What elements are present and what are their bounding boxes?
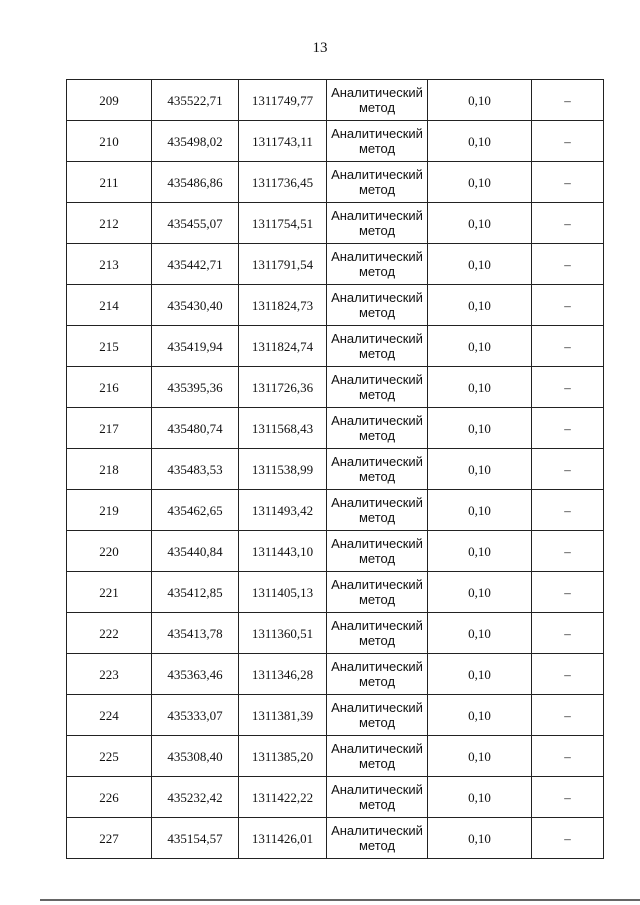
y-coordinate-cell: 1311346,28 <box>239 654 327 695</box>
method-cell <box>327 531 428 572</box>
table-row <box>67 121 604 162</box>
table-row <box>67 367 604 408</box>
method-cell <box>327 80 428 121</box>
point-number-cell: 227 <box>67 818 152 859</box>
method-label-line2: метод <box>358 756 396 771</box>
dash-cell: – <box>532 244 604 285</box>
x-coordinate-cell: 435232,42 <box>152 777 239 818</box>
x-coordinate-cell: 435419,94 <box>152 326 239 367</box>
x-coordinate-cell: 435395,36 <box>152 367 239 408</box>
y-coordinate-cell: 1311749,77 <box>239 80 327 121</box>
method-label-line1: Аналитический <box>331 659 423 674</box>
method-label-line1: Аналитический <box>331 823 423 838</box>
x-coordinate-cell: 435430,40 <box>152 285 239 326</box>
point-number-cell: 218 <box>67 449 152 490</box>
dash-cell: – <box>532 613 604 654</box>
table-row <box>67 490 604 531</box>
method-label-line1: Аналитический <box>331 331 423 346</box>
y-coordinate-cell: 1311568,43 <box>239 408 327 449</box>
method-label-line2: метод <box>358 305 396 320</box>
y-coordinate-cell: 1311791,54 <box>239 244 327 285</box>
x-coordinate-cell: 435462,65 <box>152 490 239 531</box>
accuracy-cell: 0,10 <box>428 613 532 654</box>
method-label-line2: метод <box>358 838 396 853</box>
method-cell <box>327 695 428 736</box>
method-label-line2: метод <box>358 182 396 197</box>
method-label-line1: Аналитический <box>331 577 423 592</box>
method-label-line2: метод <box>358 510 396 525</box>
method-label-line2: метод <box>358 551 396 566</box>
accuracy-cell: 0,10 <box>428 285 532 326</box>
dash-cell: – <box>532 818 604 859</box>
point-number-cell: 209 <box>67 80 152 121</box>
method-label-line1: Аналитический <box>331 741 423 756</box>
y-coordinate-cell: 1311538,99 <box>239 449 327 490</box>
accuracy-cell: 0,10 <box>428 244 532 285</box>
accuracy-cell: 0,10 <box>428 572 532 613</box>
method-cell <box>327 408 428 449</box>
point-number-cell: 222 <box>67 613 152 654</box>
method-cell <box>327 244 428 285</box>
method-label-line1: Аналитический <box>331 536 423 551</box>
table-row <box>67 654 604 695</box>
method-label-line1: Аналитический <box>331 126 423 141</box>
y-coordinate-cell: 1311493,42 <box>239 490 327 531</box>
table-row <box>67 818 604 859</box>
accuracy-cell: 0,10 <box>428 818 532 859</box>
method-cell <box>327 613 428 654</box>
method-cell <box>327 449 428 490</box>
method-cell <box>327 654 428 695</box>
accuracy-cell: 0,10 <box>428 654 532 695</box>
dash-cell: – <box>532 162 604 203</box>
point-number-cell: 225 <box>67 736 152 777</box>
y-coordinate-cell: 1311385,20 <box>239 736 327 777</box>
table-row <box>67 162 604 203</box>
table-row <box>67 695 604 736</box>
accuracy-cell: 0,10 <box>428 490 532 531</box>
y-coordinate-cell: 1311736,45 <box>239 162 327 203</box>
method-cell <box>327 326 428 367</box>
method-label-line2: метод <box>358 100 396 115</box>
y-coordinate-cell: 1311824,74 <box>239 326 327 367</box>
x-coordinate-cell: 435412,85 <box>152 572 239 613</box>
accuracy-cell: 0,10 <box>428 367 532 408</box>
method-cell <box>327 367 428 408</box>
point-number-cell: 215 <box>67 326 152 367</box>
accuracy-cell: 0,10 <box>428 203 532 244</box>
method-label-line1: Аналитический <box>331 249 423 264</box>
x-coordinate-cell: 435498,02 <box>152 121 239 162</box>
page-number: 13 <box>312 40 328 56</box>
point-number-cell: 220 <box>67 531 152 572</box>
method-cell <box>327 736 428 777</box>
point-number-cell: 217 <box>67 408 152 449</box>
accuracy-cell: 0,10 <box>428 326 532 367</box>
method-label-line2: метод <box>358 264 396 279</box>
y-coordinate-cell: 1311426,01 <box>239 818 327 859</box>
method-cell <box>327 818 428 859</box>
method-label-line2: метод <box>358 715 396 730</box>
accuracy-cell: 0,10 <box>428 449 532 490</box>
point-number-cell: 216 <box>67 367 152 408</box>
point-number-cell: 214 <box>67 285 152 326</box>
point-number-cell: 219 <box>67 490 152 531</box>
method-cell <box>327 572 428 613</box>
method-label-line2: метод <box>358 387 396 402</box>
y-coordinate-cell: 1311443,10 <box>239 531 327 572</box>
x-coordinate-cell: 435363,46 <box>152 654 239 695</box>
method-label-line1: Аналитический <box>331 495 423 510</box>
y-coordinate-cell: 1311824,73 <box>239 285 327 326</box>
method-cell <box>327 203 428 244</box>
dash-cell: – <box>532 736 604 777</box>
point-number-cell: 212 <box>67 203 152 244</box>
point-number-cell: 223 <box>67 654 152 695</box>
method-cell <box>327 285 428 326</box>
x-coordinate-cell: 435413,78 <box>152 613 239 654</box>
y-coordinate-cell: 1311743,11 <box>239 121 327 162</box>
point-number-cell: 210 <box>67 121 152 162</box>
method-label-line1: Аналитический <box>331 700 423 715</box>
dash-cell: – <box>532 285 604 326</box>
dash-cell: – <box>532 408 604 449</box>
method-cell <box>327 162 428 203</box>
coordinates-table <box>66 79 604 859</box>
x-coordinate-cell: 435480,74 <box>152 408 239 449</box>
table-row <box>67 449 604 490</box>
method-label-line2: метод <box>358 592 396 607</box>
x-coordinate-cell: 435522,71 <box>152 80 239 121</box>
y-coordinate-cell: 1311754,51 <box>239 203 327 244</box>
dash-cell: – <box>532 367 604 408</box>
point-number-cell: 211 <box>67 162 152 203</box>
dash-cell: – <box>532 572 604 613</box>
accuracy-cell: 0,10 <box>428 408 532 449</box>
method-label-line2: метод <box>358 428 396 443</box>
table-row <box>67 326 604 367</box>
table-row <box>67 572 604 613</box>
method-label-line2: метод <box>358 469 396 484</box>
page-bottom-edge <box>40 899 640 901</box>
method-label-line1: Аналитический <box>331 208 423 223</box>
method-cell <box>327 121 428 162</box>
x-coordinate-cell: 435442,71 <box>152 244 239 285</box>
method-label-line1: Аналитический <box>331 290 423 305</box>
accuracy-cell: 0,10 <box>428 121 532 162</box>
accuracy-cell: 0,10 <box>428 736 532 777</box>
dash-cell: – <box>532 80 604 121</box>
table-row <box>67 203 604 244</box>
table-row <box>67 408 604 449</box>
table-row <box>67 531 604 572</box>
table-row <box>67 613 604 654</box>
point-number-cell: 213 <box>67 244 152 285</box>
dash-cell: – <box>532 203 604 244</box>
method-label-line2: метод <box>358 141 396 156</box>
method-cell <box>327 490 428 531</box>
dash-cell: – <box>532 654 604 695</box>
dash-cell: – <box>532 326 604 367</box>
method-label-line1: Аналитический <box>331 167 423 182</box>
dash-cell: – <box>532 121 604 162</box>
table-row <box>67 285 604 326</box>
method-label-line1: Аналитический <box>331 782 423 797</box>
accuracy-cell: 0,10 <box>428 777 532 818</box>
method-label-line2: метод <box>358 797 396 812</box>
coordinates-table-body <box>67 80 604 859</box>
accuracy-cell: 0,10 <box>428 531 532 572</box>
method-label-line1: Аналитический <box>331 454 423 469</box>
table-row <box>67 777 604 818</box>
accuracy-cell: 0,10 <box>428 162 532 203</box>
dash-cell: – <box>532 449 604 490</box>
accuracy-cell: 0,10 <box>428 80 532 121</box>
x-coordinate-cell: 435455,07 <box>152 203 239 244</box>
y-coordinate-cell: 1311422,22 <box>239 777 327 818</box>
point-number-cell: 226 <box>67 777 152 818</box>
method-label-line2: метод <box>358 223 396 238</box>
x-coordinate-cell: 435440,84 <box>152 531 239 572</box>
y-coordinate-cell: 1311381,39 <box>239 695 327 736</box>
x-coordinate-cell: 435333,07 <box>152 695 239 736</box>
x-coordinate-cell: 435308,40 <box>152 736 239 777</box>
x-coordinate-cell: 435486,86 <box>152 162 239 203</box>
method-label-line2: метод <box>358 633 396 648</box>
method-label-line1: Аналитический <box>331 413 423 428</box>
table-row <box>67 736 604 777</box>
y-coordinate-cell: 1311726,36 <box>239 367 327 408</box>
x-coordinate-cell: 435154,57 <box>152 818 239 859</box>
method-label-line2: метод <box>358 346 396 361</box>
dash-cell: – <box>532 777 604 818</box>
method-label-line1: Аналитический <box>331 372 423 387</box>
accuracy-cell: 0,10 <box>428 695 532 736</box>
y-coordinate-cell: 1311405,13 <box>239 572 327 613</box>
dash-cell: – <box>532 695 604 736</box>
table-row <box>67 244 604 285</box>
dash-cell: – <box>532 490 604 531</box>
point-number-cell: 224 <box>67 695 152 736</box>
method-cell <box>327 777 428 818</box>
y-coordinate-cell: 1311360,51 <box>239 613 327 654</box>
point-number-cell: 221 <box>67 572 152 613</box>
x-coordinate-cell: 435483,53 <box>152 449 239 490</box>
method-label-line2: метод <box>358 674 396 689</box>
method-label-line1: Аналитический <box>331 85 423 100</box>
method-label-line1: Аналитический <box>331 618 423 633</box>
table-row <box>67 80 604 121</box>
dash-cell: – <box>532 531 604 572</box>
